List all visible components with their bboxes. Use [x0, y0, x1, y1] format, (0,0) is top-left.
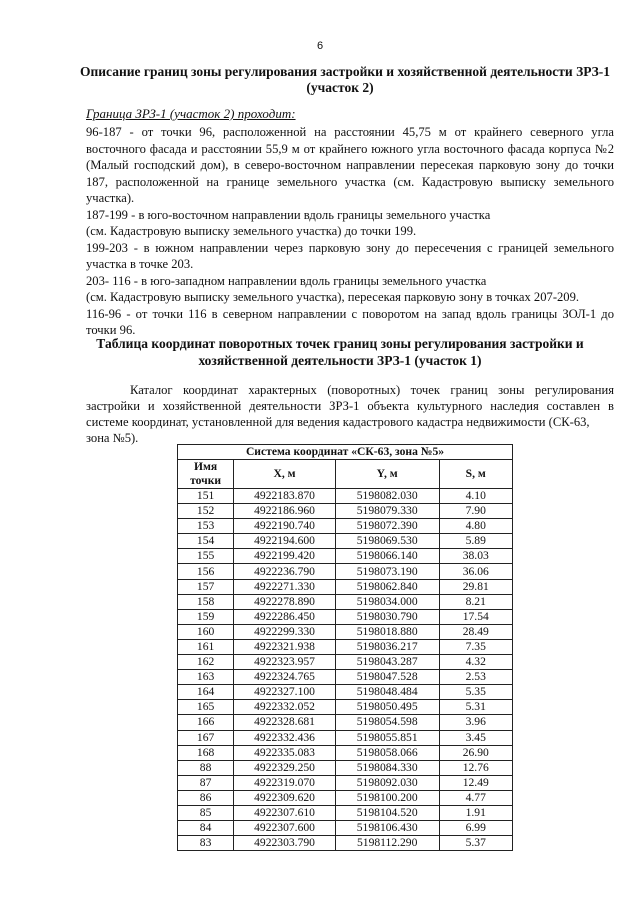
distance-cell: 5.89: [439, 534, 513, 549]
point-name-cell: 87: [178, 775, 234, 790]
table-row: [178, 534, 513, 549]
x-coordinate-cell: 4922271.330: [234, 579, 336, 594]
distance-cell: 29.81: [439, 579, 513, 594]
x-coordinate-cell: 4922332.052: [234, 700, 336, 715]
y-coordinate-cell: 5198062.840: [335, 579, 439, 594]
x-coordinate-cell: 4922307.600: [234, 821, 336, 836]
coordinates-table-body: [178, 489, 513, 851]
y-coordinate-cell: 5198058.066: [335, 745, 439, 760]
column-header-point-name-line-2: точки: [190, 474, 222, 487]
boundary-segment-116-96: 116-96 - от точки 116 в северном направлении с поворотом на запад вдоль границы ЗОЛ-1 до точки 96.: [86, 306, 614, 337]
x-coordinate-cell: 4922190.740: [234, 519, 336, 534]
boundary-segment-203-116-line-2: (см. Кадастровую выписку земельного участка), пересекая парковую зону в точках 207-209.: [86, 290, 580, 304]
column-header-s: S, м: [439, 460, 513, 489]
x-coordinate-cell: 4922199.420: [234, 549, 336, 564]
distance-cell: 5.35: [439, 685, 513, 700]
distance-cell: 6.99: [439, 821, 513, 836]
x-coordinate-cell: 4922299.330: [234, 624, 336, 639]
coordinates-title-line-1: Таблица координат поворотных точек границ зоны регулирования застройки и: [96, 336, 584, 351]
column-header-point-name-line-1: Имя: [194, 460, 218, 473]
boundary-segment-203-116-line-1: 203- 116 - в юго-западном направлении вдоль границы земельного участка: [86, 273, 487, 288]
table-row: [178, 594, 513, 609]
column-header-x: X, м: [234, 460, 336, 489]
point-name-cell: 158: [178, 594, 234, 609]
distance-cell: 5.37: [439, 836, 513, 851]
table-row: [178, 564, 513, 579]
boundary-segment-199-203: 199-203 - в южном направлении через парковую зону до пересечения с границей земельного участка в точке 203.: [86, 240, 614, 271]
table-row: [178, 790, 513, 805]
point-name-cell: 160: [178, 624, 234, 639]
x-coordinate-cell: 4922309.620: [234, 790, 336, 805]
coordinates-table-title: [80, 335, 600, 369]
y-coordinate-cell: 5198034.000: [335, 594, 439, 609]
point-name-cell: 83: [178, 836, 234, 851]
x-coordinate-cell: 4922327.100: [234, 685, 336, 700]
x-coordinate-cell: 4922307.610: [234, 805, 336, 820]
point-name-cell: 153: [178, 519, 234, 534]
section-title-line-1: Описание границ зоны регулирования застройки и хозяйственной деятельности ЗРЗ-1: [80, 64, 610, 79]
table-row: [178, 639, 513, 654]
point-name-cell: 168: [178, 745, 234, 760]
column-header-point-name: [178, 460, 234, 489]
table-row: [178, 805, 513, 820]
distance-cell: 1.91: [439, 805, 513, 820]
point-name-cell: 162: [178, 655, 234, 670]
catalog-text-last-line: зона №5).: [86, 431, 139, 445]
y-coordinate-cell: 5198050.495: [335, 700, 439, 715]
y-coordinate-cell: 5198112.290: [335, 836, 439, 851]
point-name-cell: 156: [178, 564, 234, 579]
table-row: [178, 715, 513, 730]
y-coordinate-cell: 5198104.520: [335, 805, 439, 820]
table-row: [178, 730, 513, 745]
y-coordinate-cell: 5198018.880: [335, 624, 439, 639]
point-name-cell: 163: [178, 670, 234, 685]
table-row: [178, 775, 513, 790]
coordinate-system-header: Система координат «СК-63, зона №5»: [178, 445, 513, 460]
point-name-cell: 161: [178, 639, 234, 654]
y-coordinate-cell: 5198054.598: [335, 715, 439, 730]
distance-cell: 4.77: [439, 790, 513, 805]
point-name-cell: 154: [178, 534, 234, 549]
point-name-cell: 155: [178, 549, 234, 564]
distance-cell: 5.31: [439, 700, 513, 715]
x-coordinate-cell: 4922324.765: [234, 670, 336, 685]
table-row: [178, 549, 513, 564]
column-header-y: Y, м: [335, 460, 439, 489]
distance-cell: 12.49: [439, 775, 513, 790]
distance-cell: 28.49: [439, 624, 513, 639]
distance-cell: 26.90: [439, 745, 513, 760]
distance-cell: 17.54: [439, 609, 513, 624]
point-name-cell: 152: [178, 504, 234, 519]
point-name-cell: 151: [178, 489, 234, 504]
distance-cell: 12.76: [439, 760, 513, 775]
table-row: [178, 685, 513, 700]
y-coordinate-cell: 5198069.530: [335, 534, 439, 549]
table-row: [178, 655, 513, 670]
table-row: [178, 745, 513, 760]
distance-cell: 3.45: [439, 730, 513, 745]
table-row: [178, 609, 513, 624]
x-coordinate-cell: 4922186.960: [234, 504, 336, 519]
point-name-cell: 157: [178, 579, 234, 594]
y-coordinate-cell: 5198092.030: [335, 775, 439, 790]
distance-cell: 7.35: [439, 639, 513, 654]
distance-cell: 4.80: [439, 519, 513, 534]
y-coordinate-cell: 5198048.484: [335, 685, 439, 700]
x-coordinate-cell: 4922323.957: [234, 655, 336, 670]
y-coordinate-cell: 5198072.390: [335, 519, 439, 534]
table-row: [178, 624, 513, 639]
catalog-description: [86, 382, 614, 446]
distance-cell: 4.10: [439, 489, 513, 504]
x-coordinate-cell: 4922335.083: [234, 745, 336, 760]
y-coordinate-cell: 5198079.330: [335, 504, 439, 519]
point-name-cell: 84: [178, 821, 234, 836]
point-name-cell: 166: [178, 715, 234, 730]
x-coordinate-cell: 4922328.681: [234, 715, 336, 730]
y-coordinate-cell: 5198084.330: [335, 760, 439, 775]
table-row: [178, 504, 513, 519]
y-coordinate-cell: 5198066.140: [335, 549, 439, 564]
boundary-segment-96-187: 96-187 - от точки 96, расположенной на расстоянии 45,75 м от крайнего северного угла восточного фасада и расстоянии 55,9 м от крайнего южного угла восточного фасада корпуса №2 (Малый господский дом), в северо-восточном направлении пересекая парковую зону до точки 187, расположенной на границе земельного участка (см. Кадастровую выписку земельного участка).: [86, 125, 614, 205]
y-coordinate-cell: 5198036.217: [335, 639, 439, 654]
x-coordinate-cell: 4922278.890: [234, 594, 336, 609]
y-coordinate-cell: 5198055.851: [335, 730, 439, 745]
distance-cell: 2.53: [439, 670, 513, 685]
point-name-cell: 85: [178, 805, 234, 820]
y-coordinate-cell: 5198100.200: [335, 790, 439, 805]
point-name-cell: 88: [178, 760, 234, 775]
x-coordinate-cell: 4922321.938: [234, 639, 336, 654]
x-coordinate-cell: 4922286.450: [234, 609, 336, 624]
boundary-segment-187-199-line-2: (см. Кадастровую выписку земельного участка) до точки 199.: [86, 224, 417, 238]
table-row: [178, 700, 513, 715]
table-row: [178, 579, 513, 594]
table-row: [178, 836, 513, 851]
table-row: [178, 519, 513, 534]
point-name-cell: 86: [178, 790, 234, 805]
distance-cell: 4.32: [439, 655, 513, 670]
coordinates-table: [177, 444, 513, 851]
distance-cell: 3.96: [439, 715, 513, 730]
boundary-subheading: Граница ЗРЗ-1 (участок 2) проходит:: [86, 106, 296, 121]
table-row: [178, 760, 513, 775]
x-coordinate-cell: 4922236.790: [234, 564, 336, 579]
table-row: [178, 489, 513, 504]
distance-cell: 8.21: [439, 594, 513, 609]
x-coordinate-cell: 4922183.870: [234, 489, 336, 504]
table-row: [178, 670, 513, 685]
x-coordinate-cell: 4922194.600: [234, 534, 336, 549]
distance-cell: 38.03: [439, 549, 513, 564]
distance-cell: 36.06: [439, 564, 513, 579]
x-coordinate-cell: 4922329.250: [234, 760, 336, 775]
y-coordinate-cell: 5198106.430: [335, 821, 439, 836]
section-title-line-2: (участок 2): [306, 80, 374, 95]
x-coordinate-cell: 4922303.790: [234, 836, 336, 851]
coordinates-title-line-2: хозяйственной деятельности ЗРЗ-1 (участок 1): [198, 353, 482, 368]
boundary-segment-187-199-line-1: 187-199 - в юго-восточном направлении вдоль границы земельного участка: [86, 207, 491, 222]
x-coordinate-cell: 4922332.436: [234, 730, 336, 745]
point-name-cell: 164: [178, 685, 234, 700]
point-name-cell: 167: [178, 730, 234, 745]
boundary-description: [86, 124, 614, 339]
table-row: [178, 821, 513, 836]
y-coordinate-cell: 5198043.287: [335, 655, 439, 670]
y-coordinate-cell: 5198047.528: [335, 670, 439, 685]
y-coordinate-cell: 5198073.190: [335, 564, 439, 579]
page-number: 6: [316, 40, 324, 52]
distance-cell: 7.90: [439, 504, 513, 519]
point-name-cell: 159: [178, 609, 234, 624]
point-name-cell: 165: [178, 700, 234, 715]
x-coordinate-cell: 4922319.070: [234, 775, 336, 790]
y-coordinate-cell: 5198082.030: [335, 489, 439, 504]
y-coordinate-cell: 5198030.790: [335, 609, 439, 624]
catalog-text: Каталог координат характерных (поворотных) точек границ зоны регулирования застройки и хозяйственной деятельности ЗРЗ-1 объекта культурного наследия составлен в системе координат, установленной для ведения кадастрового кадастра недвижимости (СК-63,: [86, 383, 614, 429]
section-title-zrz1-part2: [80, 64, 610, 96]
